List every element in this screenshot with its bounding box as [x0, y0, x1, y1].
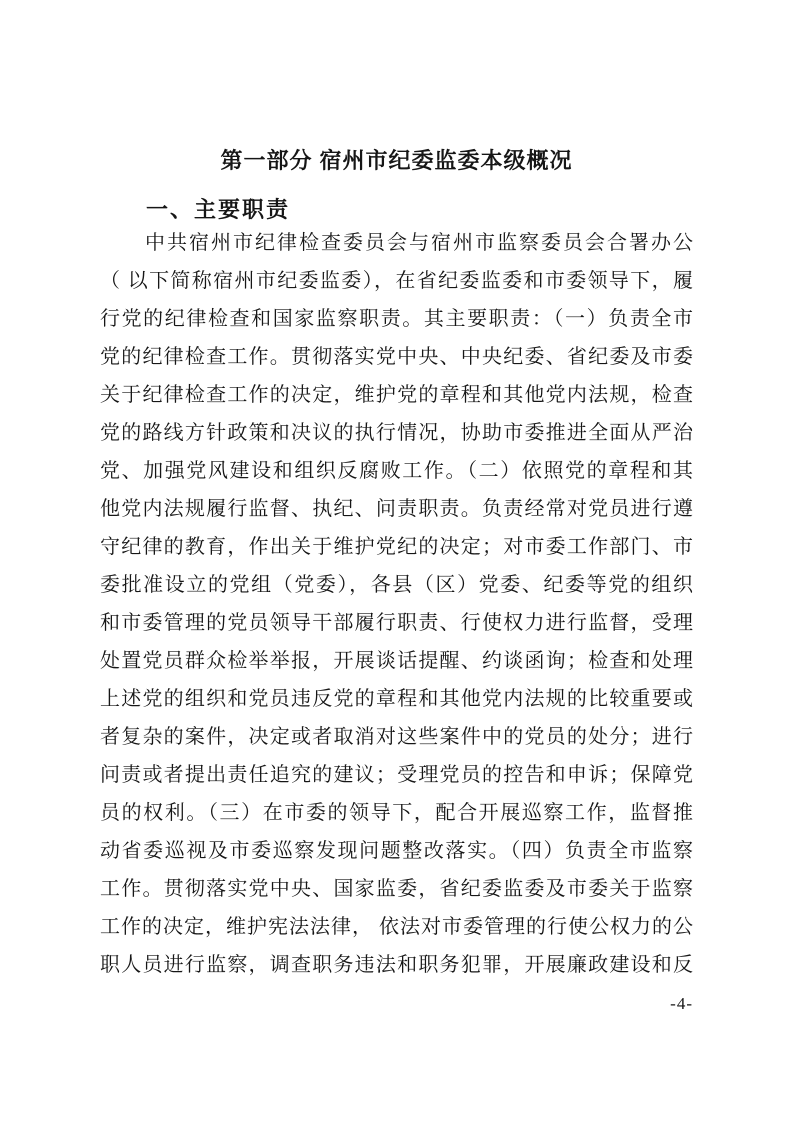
main-paragraph — [100, 224, 693, 984]
page-number: -4- — [670, 994, 693, 1013]
paragraph-line: 党的纪律检查工作。贯彻落实党中央、中央纪委、省纪委及市委 — [100, 346, 693, 368]
paragraph-line: 职人员进行监察，调查职务违法和职务犯罪，开展廉政建设和反 — [100, 954, 693, 976]
paragraph-line: 守纪律的教育，作出关于维护党纪的决定；对市委工作部门、市 — [100, 536, 693, 558]
paragraph-line: 工作。贯彻落实党中央、国家监委，省纪委监委及市委关于监察 — [100, 878, 693, 900]
paragraph-line: 者复杂的案件，决定或者取消对这些案件中的党员的处分；进行 — [100, 726, 693, 748]
paragraph-line: 他党内法规履行监督、执纪、问责职责。负责经常对党员进行遵 — [100, 498, 693, 520]
paragraph-line: 问责或者提出责任追究的建议；受理党员的控告和申诉；保障党 — [100, 764, 693, 786]
paragraph-line: 工作的决定，维护宪法法律， 依法对市委管理的行使公权力的公 — [100, 916, 693, 938]
paragraph-line: 行党的纪律检查和国家监察职责。其主要职责：（一）负责全市 — [100, 308, 693, 330]
paragraph-line: 党的路线方针政策和决议的执行情况，协助市委推进全面从严治 — [100, 422, 693, 444]
paragraph-line: （ 以下简称宿州市纪委监委），在省纪委监委和市委领导下，履 — [100, 270, 693, 292]
paragraph-line: 党、加强党风建设和组织反腐败工作。（二）依照党的章程和其 — [100, 460, 693, 482]
paragraph-line: 动省委巡视及市委巡察发现问题整改落实。（四）负责全市监察 — [100, 840, 693, 862]
section-heading: 一、主要职责 — [146, 197, 291, 222]
paragraph-line: 员的权利。（三）在市委的领导下，配合开展巡察工作，监督推 — [100, 802, 693, 824]
paragraph-line: 上述党的组织和党员违反党的章程和其他党内法规的比较重要或 — [100, 688, 693, 710]
paragraph-line: 处置党员群众检举举报，开展谈话提醒、约谈函询；检查和处理 — [100, 650, 693, 672]
paragraph-line: 关于纪律检查工作的决定，维护党的章程和其他党内法规，检查 — [100, 384, 693, 406]
paragraph-line: 和市委管理的党员领导干部履行职责、行使权力进行监督，受理 — [100, 612, 693, 634]
document-title: 第一部分 宿州市纪委监委本级概况 — [220, 148, 573, 173]
paragraph-line: 委批准设立的党组（党委），各县（区）党委、纪委等党的组织 — [100, 574, 693, 596]
paragraph-line: 中共宿州市纪律检查委员会与宿州市监察委员会合署办公 — [145, 232, 693, 254]
